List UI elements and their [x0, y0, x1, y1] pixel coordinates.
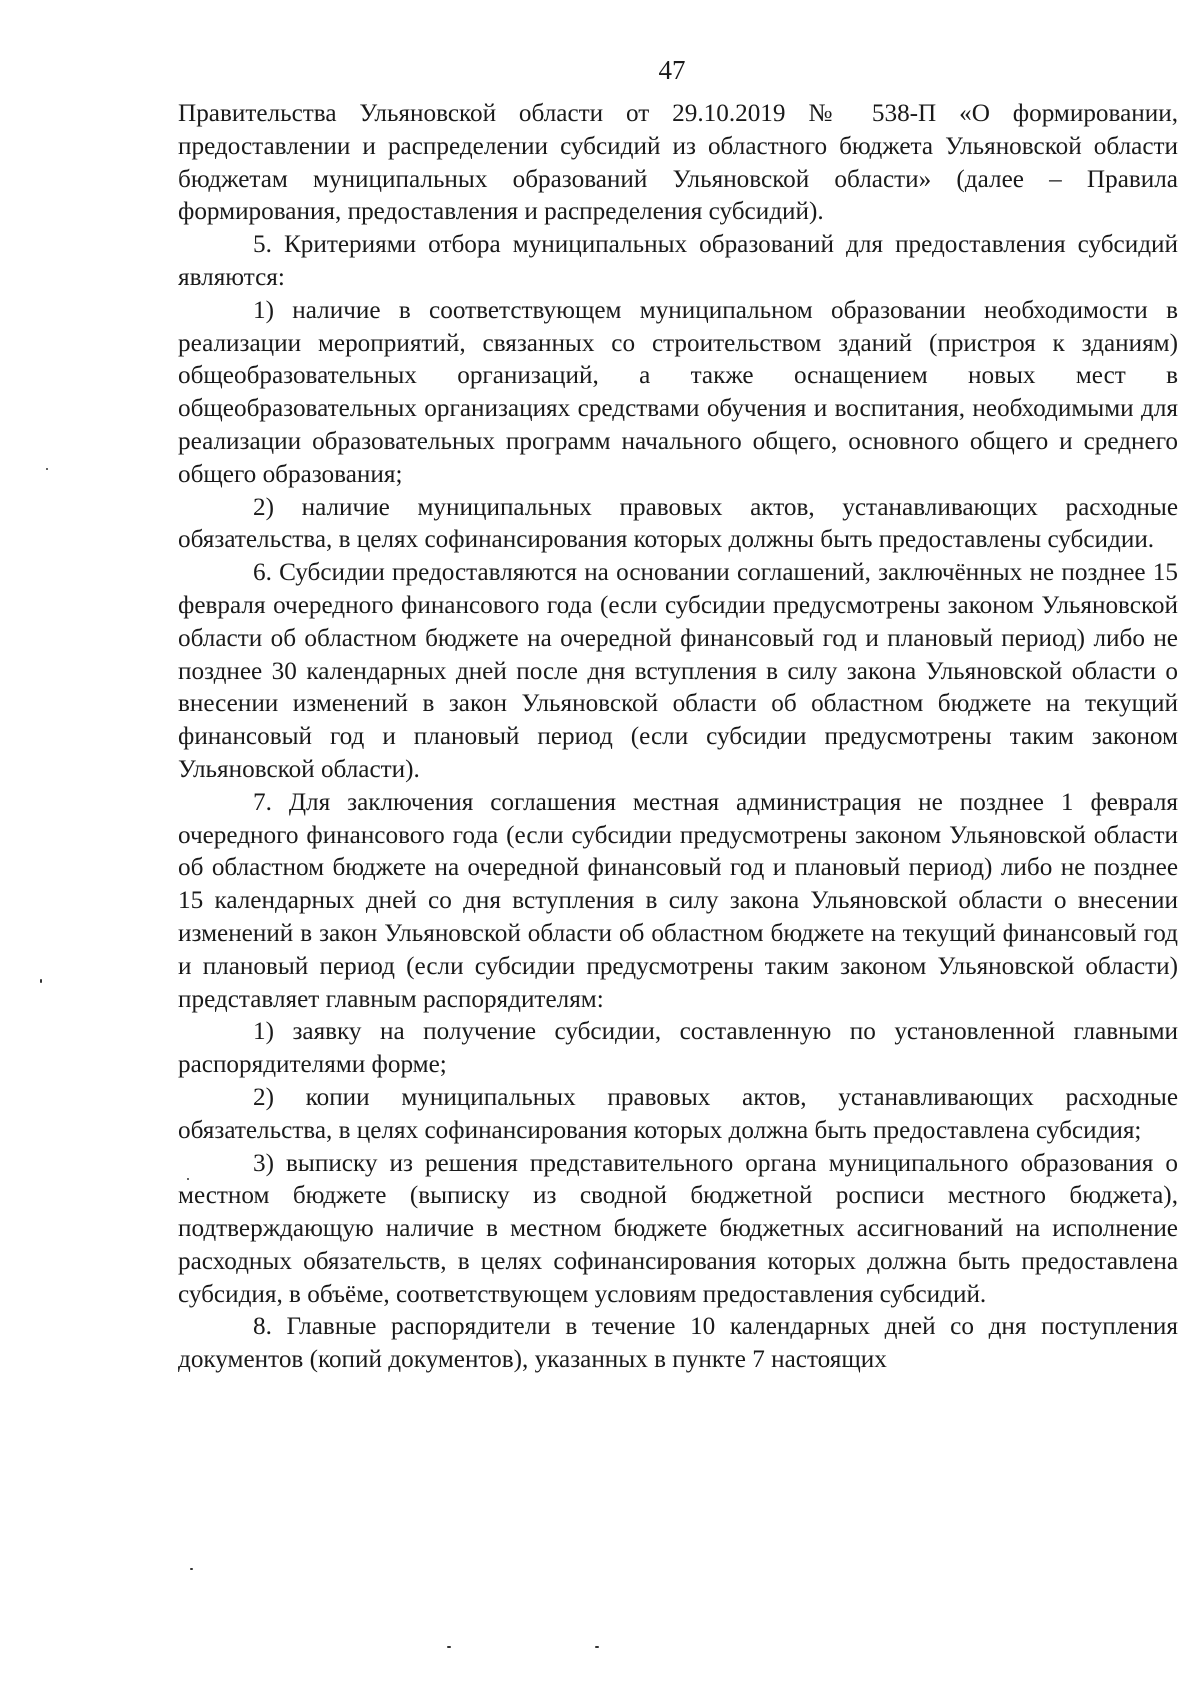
document-body: [178, 98, 1178, 1377]
paragraph-item-5-2: 2) наличие муниципальных правовых актов, устанавливающих расходные обязательства, в целях софинансирования которых должны быть предоставлены субсидии.: [178, 493, 1178, 554]
paragraph-item-5-1: 1) наличие в соответствующем муниципальном образовании необходимости в реализации мероприятий, связанных со строительством зданий (пристроя к зданиям) общеобразовательных организаций, а также оснащением новых мест в общеобразовательных организациях средствами обучения и воспитания, необходимыми для реализации образовательных программ начального общего, основного общего и среднего общего образования;: [178, 296, 1178, 488]
scan-speck: [447, 1646, 451, 1648]
paragraph-item-7: 7. Для заключения соглашения местная администрация не позднее 1 февраля очередного финансового года (если субсидии предусмотрены законом Ульяновской области об областном бюджете на очередной финансовый год и плановый период) либо не позднее 15 календарных дней со дня вступления в силу закона Ульяновской области о внесении изменений в закон Ульяновской области об областном бюджете на текущий финансовый год и плановый период (если субсидии предусмотрены таким законом Ульяновской области) представляет главным распорядителям:: [178, 788, 1178, 1013]
scan-speck: [190, 1568, 193, 1570]
paragraph-continuation: Правительства Ульяновской области от 29.10.2019 № 538-П «О формировании, предоставлении и распределении субсидий из областного бюджета Ульяновской области бюджетам муниципальных образований Ульяновской области» (далее – Правила формирования, предоставления и распределения субсидий).: [178, 100, 1178, 226]
paragraph-item-7-1: 1) заявку на получение субсидии, составленную по установленной главными распорядителями форме;: [178, 1018, 1178, 1079]
paragraph-item-5: 5. Критериями отбора муниципальных образований для предоставления субсидий являются:: [178, 231, 1178, 291]
scan-speck: [46, 468, 48, 470]
paragraph-item-7-3: 3) выписку из решения представительного органа муниципального образования о местном бюджете (выписку из сводной бюджетной росписи местного бюджета), подтверждающую наличие в местном бюджете бюджетных ассигнований на исполнение расходных обязательств, в целях софинансирования которых должна быть предоставлена субсидия, в объёме, соответствующем условиям предоставления субсидий.: [178, 1149, 1178, 1308]
paragraph-item-8: 8. Главные распорядители в течение 10 календарных дней со дня поступления документов (копий документов), указанных в пункте 7 настоящих: [178, 1313, 1178, 1374]
paragraph-item-6: 6. Субсидии предоставляются на основании соглашений, заключённых не позднее 15 февраля очередного финансового года (если субсидии предусмотрены законом Ульяновской области об областном бюджете на очередной финансовый год и плановый период) либо не позднее 30 календарных дней после дня вступления в силу закона Ульяновской области о внесении изменений в закон Ульяновской области об областном бюджете на текущий финансовый год и плановый период (если субсидии предусмотрены таким законом Ульяновской области).: [178, 559, 1178, 783]
scan-speck: [595, 1646, 599, 1648]
scan-speck: [40, 979, 42, 983]
page-number: 47: [658, 55, 686, 85]
paragraph-item-7-2: 2) копии муниципальных правовых актов, устанавливающих расходные обязательства, в целях софинансирования которых должна быть предоставлена субсидия;: [178, 1083, 1178, 1144]
scan-speck: [187, 1178, 189, 1180]
